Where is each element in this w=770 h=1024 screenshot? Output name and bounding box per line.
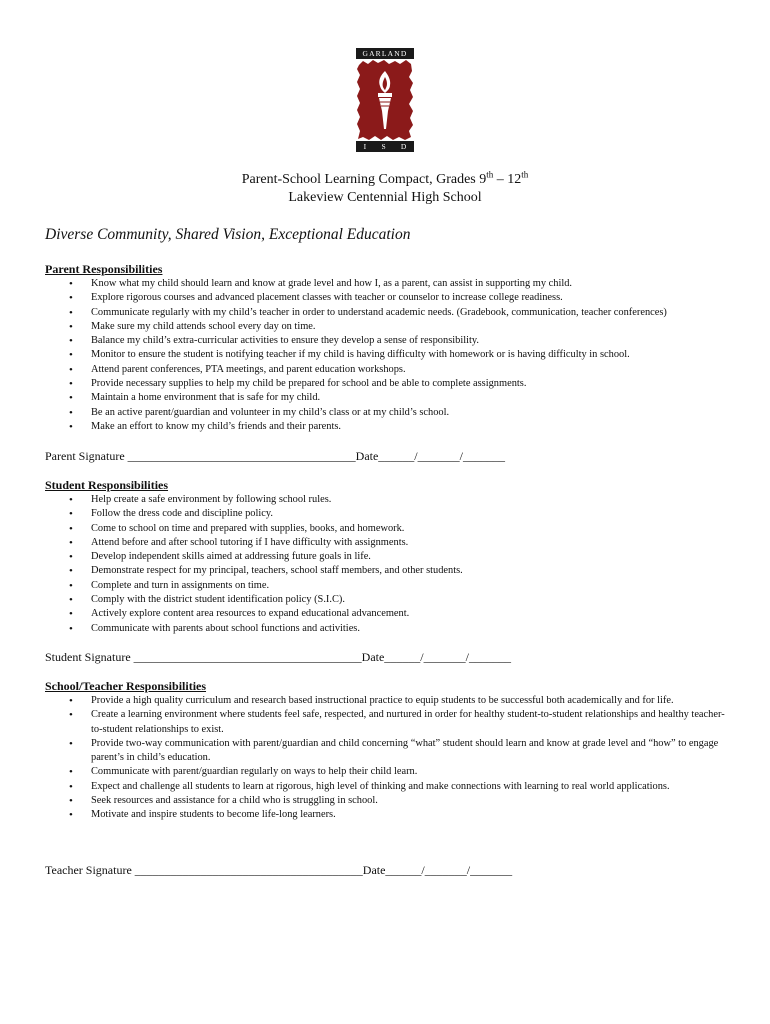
student-responsibilities-section <box>45 478 735 636</box>
section-heading: Student Responsibilities <box>45 478 169 492</box>
list-item: • Motivate and inspire students to become life-long learners. <box>45 808 735 822</box>
list-item: • Follow the dress code and discipline policy. <box>45 507 735 521</box>
list-item: • Demonstrate respect for my principal, teachers, school staff members, and other students. <box>45 564 735 578</box>
list-item: • Expect and challenge all students to learn at rigorous, high level of thinking and make connections with learning to real world applications. <box>45 780 735 794</box>
list-item: • Develop independent skills aimed at addressing future goals in life. <box>45 550 735 564</box>
teacher-signature-line: Teacher Signature ______________________________________Date______/_______/_______ <box>45 863 513 877</box>
list-item: • Explore rigorous courses and advanced placement classes with teacher or counselor to increase college readiness. <box>45 291 735 305</box>
torch-emblem <box>356 59 414 141</box>
list-item: • Attend parent conferences, PTA meetings, and parent education workshops. <box>45 363 735 377</box>
list-item: • Provide a high quality curriculum and research based instructional practice to equip students to be successful both academically and for life. <box>45 694 735 708</box>
list-item: • Know what my child should learn and know at grade level and how I, as a parent, can assist in supporting my child. <box>45 277 735 291</box>
list-item: • Monitor to ensure the student is notifying teacher if my child is having difficulty with homework or is having difficulty in school. <box>45 348 735 362</box>
list-item: • Communicate with parent/guardian regularly on ways to help their child learn. <box>45 765 735 779</box>
logo-letter: D <box>400 142 407 151</box>
title-superscript: th <box>521 169 529 180</box>
logo-bottom-band <box>356 141 414 152</box>
list-item: • Provide necessary supplies to help my child be prepared for school and be able to complete assignments. <box>45 377 735 391</box>
logo-top-band: GARLAND <box>356 48 414 59</box>
list-item: • Balance my child’s extra-curricular activities to ensure they develop a sense of responsibility. <box>45 334 735 348</box>
list-item: • Complete and turn in assignments on time. <box>45 579 735 593</box>
teacher-responsibilities-list <box>45 694 735 823</box>
teacher-responsibilities-section <box>45 679 735 823</box>
list-item: • Actively explore content area resources to expand educational advancement. <box>45 607 735 621</box>
section-heading: Parent Responsibilities <box>45 262 163 276</box>
student-signature-line: Student Signature ______________________________________Date______/_______/_______ <box>45 650 511 664</box>
list-item: • Comply with the district student identification policy (S.I.C). <box>45 593 735 607</box>
list-item: • Communicate with parents about school functions and activities. <box>45 622 735 636</box>
logo-letter: I <box>363 142 367 151</box>
section-heading: School/Teacher Responsibilities <box>45 679 207 693</box>
parent-signature-line: Parent Signature ______________________________________Date______/_______/_______ <box>45 449 505 463</box>
list-item: • Provide two-way communication with parent/guardian and child concerning “what” student should learn and know at grade level and “how” to engage parent’s in child’s education. <box>45 737 735 766</box>
list-item: • Seek resources and assistance for a child who is struggling in school. <box>45 794 735 808</box>
title-superscript: th <box>486 169 494 180</box>
parent-responsibilities-list <box>45 277 735 434</box>
list-item: • Make an effort to know my child’s friends and their parents. <box>45 420 735 434</box>
list-item: • Create a learning environment where students feel safe, respected, and nurtured in order for healthy student-to-student relationships and healthy teacher-to-student relationships to exist. <box>45 708 735 737</box>
title-mid: – 12 <box>493 172 522 187</box>
list-item: • Communicate regularly with my child’s teacher in order to understand academic needs. (Gradebook, communication, teacher conferences) <box>45 306 735 320</box>
school-name: Lakeview Centennial High School <box>288 190 482 205</box>
list-item: • Come to school on time and prepared with supplies, books, and homework. <box>45 522 735 536</box>
motto: Diverse Community, Shared Vision, Exceptional Education <box>45 226 411 243</box>
list-item: • Be an active parent/guardian and volunteer in my child’s class or at my child’s school. <box>45 406 735 420</box>
list-item: • Make sure my child attends school every day on time. <box>45 320 735 334</box>
student-responsibilities-list <box>45 493 735 636</box>
title-main: Parent-School Learning Compact, Grades 9 <box>241 172 487 187</box>
logo-letter: S <box>381 142 386 151</box>
parent-responsibilities-section <box>45 262 735 434</box>
list-item: • Attend before and after school tutoring if I have difficulty with assignments. <box>45 536 735 550</box>
list-item: • Help create a safe environment by following school rules. <box>45 493 735 507</box>
page-title <box>0 169 770 188</box>
garland-isd-logo <box>356 48 414 152</box>
list-item: • Maintain a home environment that is safe for my child. <box>45 391 735 405</box>
